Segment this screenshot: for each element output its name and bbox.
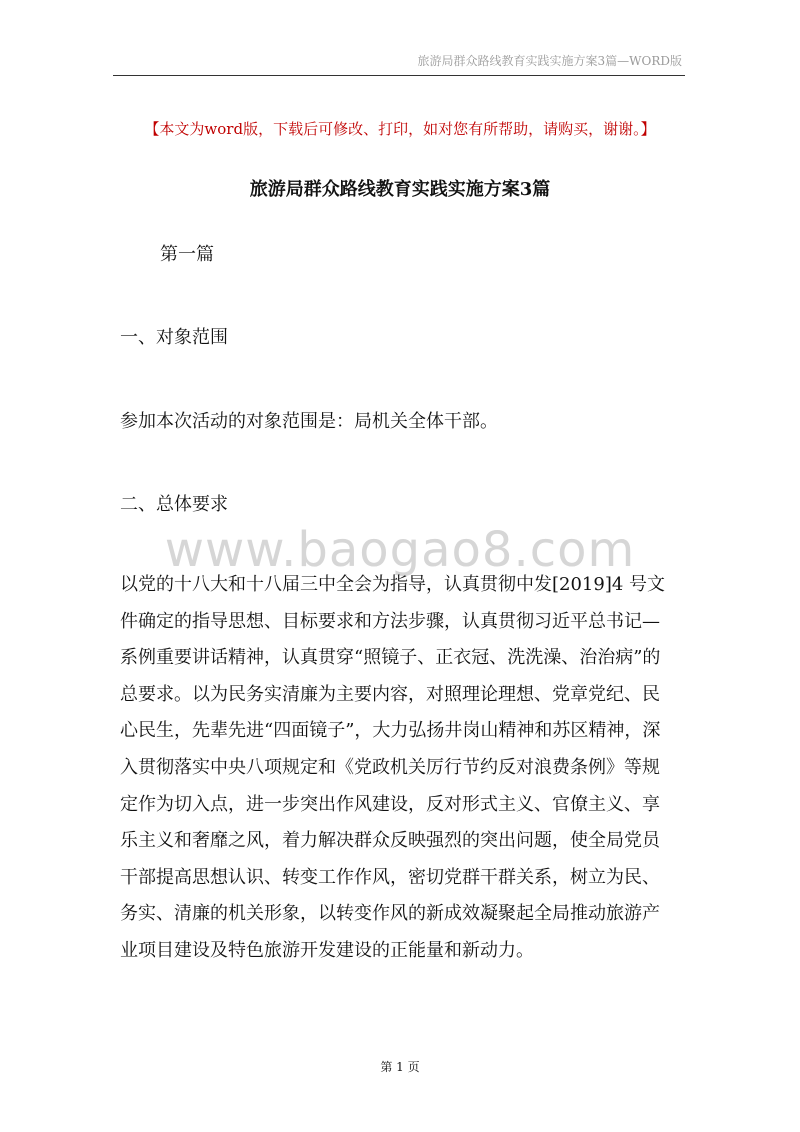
paragraph-line: 干部提高思想认识、转变工作作风，密切党群干群关系，树立为民、 bbox=[120, 866, 660, 888]
page-number: 第 1 页 bbox=[380, 1060, 420, 1074]
paragraph-line: 总要求。以为民务实清廉为主要内容，对照理论理想、党章党纪、民 bbox=[120, 683, 660, 705]
running-header: 旅游局群众路线教育实践实施方案3篇—WORD版 bbox=[417, 54, 682, 68]
purchase-notice: 【本文为word版，下载后可修改、打印，如对您有所帮助，请购买，谢谢。】 bbox=[144, 120, 656, 138]
header-rule bbox=[113, 75, 685, 76]
paragraph-line: 入贯彻落实中央八项规定和《党政机关厉行节约反对浪费条例》等规 bbox=[120, 756, 660, 778]
paragraph-line: 心民生，先辈先进“四面镜子”，大力弘扬井岗山精神和苏区精神，深 bbox=[120, 720, 661, 742]
paragraph-line: 件确定的指导思想、目标要求和方法步骤，认真贯彻习近平总书记— bbox=[120, 610, 660, 632]
part-label: 第一篇 bbox=[160, 244, 214, 265]
paragraph-line: 业项目建设及特色旅游开发建设的正能量和新动力。 bbox=[120, 939, 534, 961]
paragraph-line: 务实、清廉的机关形象，以转变作风的新成效凝聚起全局推动旅游产 bbox=[120, 903, 660, 925]
requirements-paragraph bbox=[120, 567, 690, 970]
paragraph-line: 以党的十八大和十八届三中全会为指导，认真贯彻中发[2019]4 号文 bbox=[120, 574, 666, 595]
section-heading-requirements: 二、总体要求 bbox=[120, 494, 228, 515]
watermark: www.baogao8.com bbox=[164, 522, 636, 578]
section-text-scope: 参加本次活动的对象范围是：局机关全体干部。 bbox=[120, 411, 498, 432]
section-heading-scope: 一、对象范围 bbox=[120, 327, 228, 348]
document-title: 旅游局群众路线教育实践实施方案3篇 bbox=[249, 179, 551, 200]
paragraph-line: 乐主义和奢靡之风，着力解决群众反映强烈的突出问题，使全局党员 bbox=[120, 830, 660, 852]
paragraph-line: 定作为切入点，进一步突出作风建设，反对形式主义、官僚主义、享 bbox=[120, 793, 660, 815]
paragraph-line: 系例重要讲话精神，认真贯穿“照镜子、正衣冠、洗洗澡、治治病”的 bbox=[120, 647, 661, 669]
